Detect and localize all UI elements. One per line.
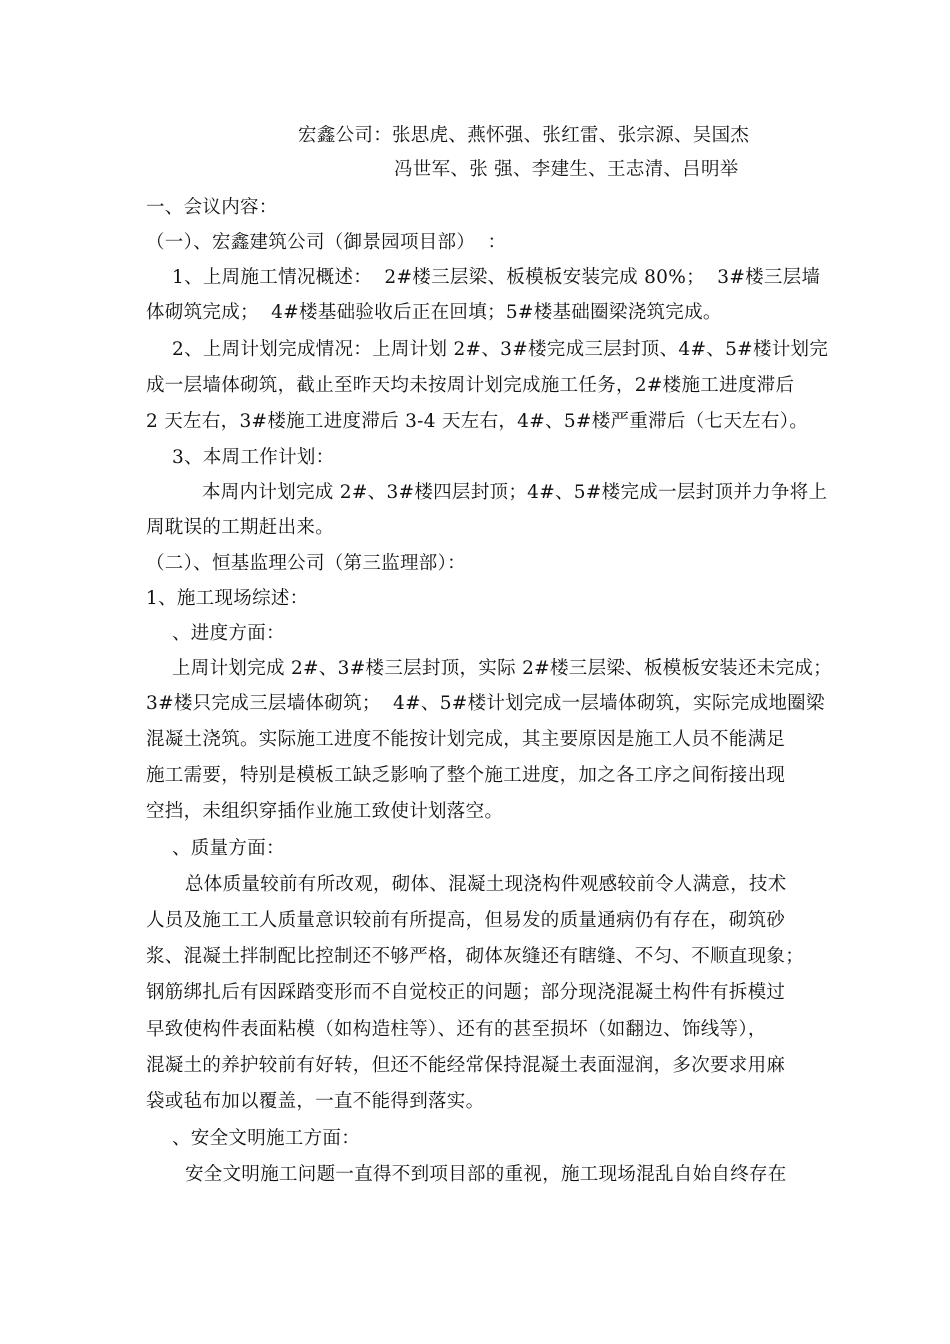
progress-line: 空挡，未组织穿插作业施工致使计划落空。 bbox=[146, 801, 504, 822]
progress-title: 、进度方面： bbox=[172, 623, 285, 644]
item3-title: 3、本周工作计划： bbox=[172, 447, 335, 468]
attendees-line-1: 宏鑫公司：张思虎、燕怀强、张红雷、张宗源、吴国杰 bbox=[298, 125, 750, 146]
safety-line: 安全文明施工问题一直得不到项目部的重视，施工现场混乱自始自终存在 bbox=[185, 1164, 787, 1185]
progress-line: 3#楼只完成三层墙体砌筑； 4#、5#楼计划完成一层墙体砌筑，实际完成地圈梁 bbox=[146, 693, 825, 714]
item1-line-1: 1、上周施工情况概述： 2#楼三层梁、板模板安装完成 80%； 3#楼三层墙 bbox=[172, 267, 821, 288]
quality-line: 混凝土的养护较前有好转，但还不能经常保持混凝土表面湿润，多次要求用麻 bbox=[146, 1055, 786, 1076]
item2-line-2: 成一层墙体砌筑，截止至昨天均未按周计划完成施工任务，2#楼施工进度滞后 bbox=[146, 375, 795, 396]
progress-line: 混凝土浇筑。实际施工进度不能按计划完成，其主要原因是施工人员不能满足 bbox=[146, 729, 786, 750]
item3-line-2: 周耽误的工期赶出来。 bbox=[146, 517, 335, 538]
quality-title: 、质量方面： bbox=[172, 838, 285, 859]
quality-line: 袋或毡布加以覆盖，一直不能得到落实。 bbox=[146, 1091, 485, 1112]
quality-line: 总体质量较前有所改观，砌体、混凝土现浇构件观感较前令人满意，技术 bbox=[185, 874, 787, 895]
quality-line: 早致使构件表面粘模（如构造柱等）、还有的甚至损坏（如翻边、饰线等）， bbox=[146, 1019, 767, 1040]
safety-title: 、安全文明施工方面： bbox=[172, 1128, 361, 1149]
progress-line: 上周计划完成 2#、3#楼三层封顶，实际 2#楼三层梁、板模板安装还未完成； bbox=[172, 658, 832, 679]
part2-heading: （二）、恒基监理公司（第三监理部）： bbox=[146, 553, 466, 574]
item3-line-1: 本周内计划完成 2#、3#楼四层封顶；4#、5#楼完成一层封顶并力争将上 bbox=[202, 482, 828, 503]
progress-line: 施工需要，特别是模板工缺乏影响了整个施工进度，加之各工序之间衔接出现 bbox=[146, 765, 786, 786]
item2-line-1: 2、上周计划完成情况：上周计划 2#、3#楼完成三层封顶、4#、5#楼计划完 bbox=[172, 339, 829, 360]
item1-line-2: 体砌筑完成； 4#楼基础验收后正在回填；5#楼基础圈梁浇筑完成。 bbox=[146, 302, 722, 323]
attendees-line-2: 冯世军、张 强、李建生、王志清、吕明举 bbox=[394, 159, 739, 180]
quality-line: 人员及施工工人质量意识较前有所提高，但易发的质量通病仍有存在，砌筑砂 bbox=[146, 910, 786, 931]
quality-line: 浆、混凝土拌制配比控制还不够严格，砌体灰缝还有瞎缝、不匀、不顺直现象； bbox=[146, 946, 805, 967]
quality-line: 钢筋绑扎后有因踩踏变形而不自觉校正的问题；部分现浇混凝土构件有拆模过 bbox=[146, 982, 786, 1003]
item2-line-3: 2 天左右，3#楼施工进度滞后 3-4 天左右，4#、5#楼严重滞后（七天左右）。 bbox=[146, 411, 809, 432]
overview-title: 1、施工现场综述： bbox=[146, 588, 309, 609]
section-title: 一、会议内容： bbox=[146, 197, 278, 218]
part1-heading: （一）、宏鑫建筑公司（御景园项目部） ： bbox=[146, 232, 507, 253]
